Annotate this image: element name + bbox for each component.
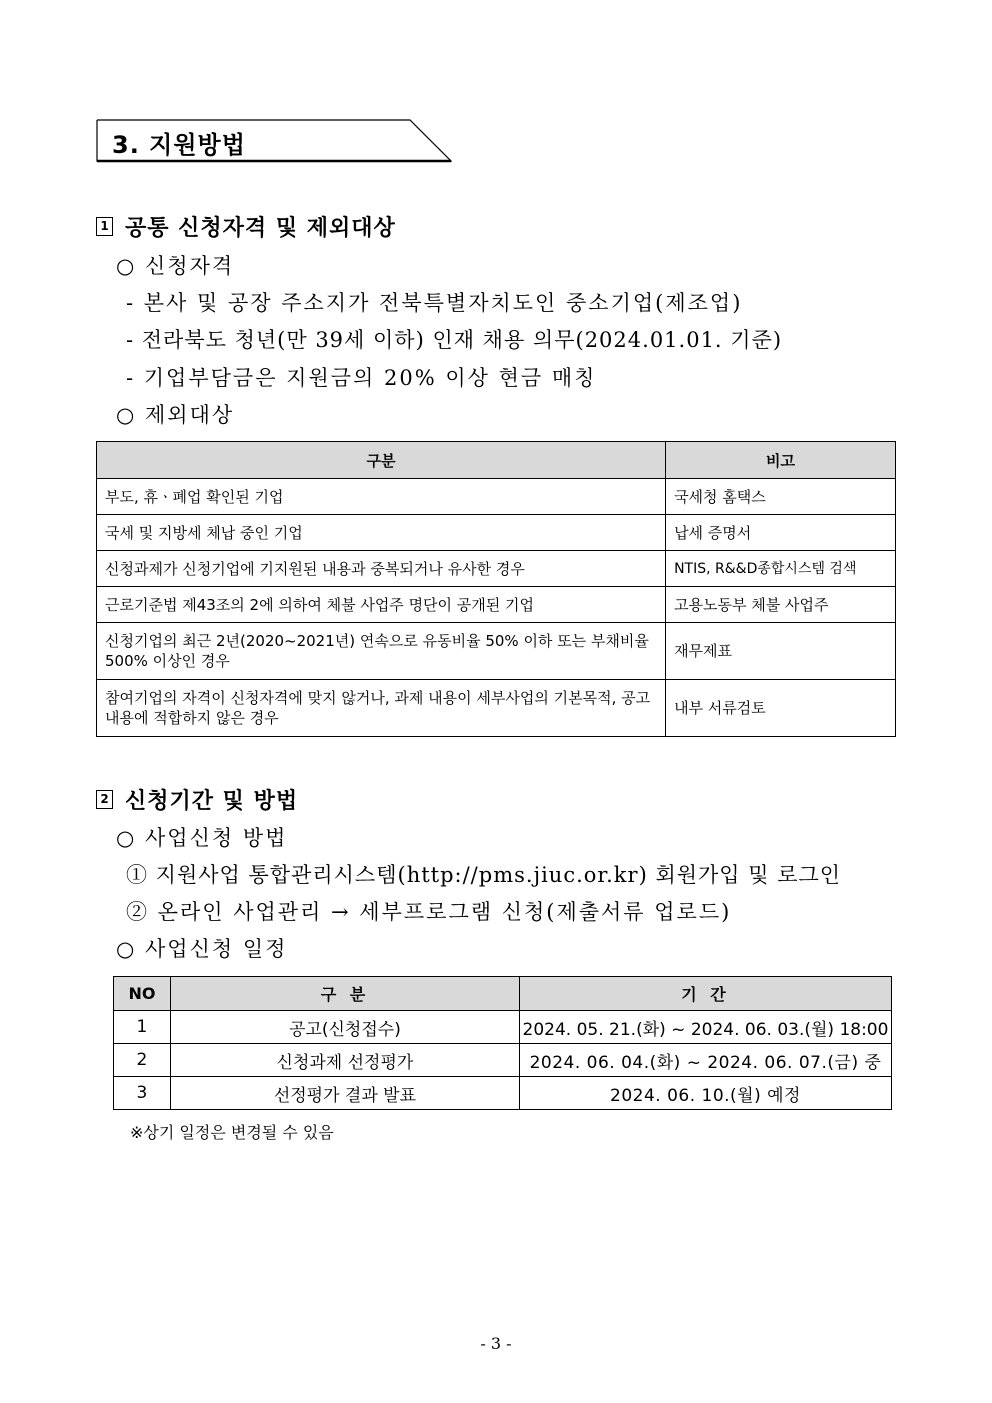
- cell-no: 2: [114, 1044, 171, 1077]
- table-row: [97, 515, 896, 551]
- cell-category: 신청기업의 최근 2년(2020~2021년) 연속으로 유동비율 50% 이하 또는 부채비율 500% 이상인 경우: [97, 623, 666, 680]
- header-remarks: 비고: [666, 442, 896, 479]
- cell-remarks: 내부 서류검토: [666, 680, 896, 737]
- cell-remarks: 납세 증명서: [666, 515, 896, 551]
- cell-category: 공고(신청접수): [170, 1011, 519, 1044]
- cell-category: 근로기준법 제43조의 2에 의하여 체불 사업주 명단이 공개된 기업: [97, 587, 666, 623]
- table-row: [114, 1044, 892, 1077]
- table-row: [114, 1077, 892, 1110]
- cell-category: 국세 및 지방세 체납 중인 기업: [97, 515, 666, 551]
- schedule-table: [113, 976, 892, 1110]
- exclusion-table: [96, 441, 896, 737]
- table-row: [97, 479, 896, 515]
- table-row: [97, 551, 896, 587]
- cell-category: 참여기업의 자격이 신청자격에 맞지 않거나, 과제 내용이 세부사업의 기본목적, 공고내용에 적합하지 않은 경우: [97, 680, 666, 737]
- table-row: [97, 623, 896, 680]
- cell-no: 3: [114, 1077, 171, 1110]
- part2-heading: [96, 784, 298, 815]
- method-item-2: ② 온라인 사업관리 → 세부프로그램 신청(제출서류 업로드): [126, 900, 732, 924]
- part2-title: 신청기간 및 방법: [125, 789, 299, 814]
- cell-category: 신청과제가 신청기업에 기지원된 내용과 중복되거나 유사한 경우: [97, 551, 666, 587]
- table-row: [97, 680, 896, 737]
- cell-category: 부도, 휴ㆍ폐업 확인된 기업: [97, 479, 666, 515]
- section-title: 3. 지원방법: [112, 131, 246, 159]
- header-period: 기 간: [519, 977, 891, 1011]
- table-header-row: [114, 977, 892, 1011]
- schedule-note: ※상기 일정은 변경될 수 있음: [130, 1123, 334, 1142]
- table-header-row: [97, 442, 896, 479]
- header-category: 구분: [97, 442, 666, 479]
- part2-number: 2: [96, 790, 113, 809]
- cell-no: 1: [114, 1011, 171, 1044]
- method-item-1: ① 지원사업 통합관리시스템(http://pms.jiuc.or.kr) 회원가입 및 로그인: [126, 863, 842, 887]
- header-category: 구 분: [170, 977, 519, 1011]
- cell-category: 선정평가 결과 발표: [170, 1077, 519, 1110]
- part1-title: 공통 신청자격 및 제외대상: [125, 216, 396, 241]
- part1-heading: [96, 211, 396, 242]
- cell-period: 2024. 06. 04.(화) ~ 2024. 06. 07.(금) 중: [519, 1044, 891, 1077]
- table-row: [97, 587, 896, 623]
- cell-category: 신청과제 선정평가: [170, 1044, 519, 1077]
- method-label: ○ 사업신청 방법: [116, 826, 288, 850]
- qualification-item-3: - 기업부담금은 지원금의 20% 이상 현금 매칭: [126, 366, 597, 390]
- qualification-item-1: - 본사 및 공장 주소지가 전북특별자치도인 중소기업(제조업): [126, 291, 743, 315]
- header-no: NO: [114, 977, 171, 1011]
- section-header: [96, 119, 452, 163]
- cell-period: 2024. 06. 10.(월) 예정: [519, 1077, 891, 1110]
- schedule-label: ○ 사업신청 일정: [116, 937, 288, 961]
- table-row: [114, 1011, 892, 1044]
- cell-period: 2024. 05. 21.(화) ~ 2024. 06. 03.(월) 18:00: [519, 1011, 891, 1044]
- cell-remarks: NTIS, R&&D종합시스템 검색: [666, 551, 896, 587]
- cell-remarks: 재무제표: [666, 623, 896, 680]
- qualification-label: ○ 신청자격: [116, 254, 235, 278]
- qualification-item-2: - 전라북도 청년(만 39세 이하) 인재 채용 의무(2024.01.01. 기준): [126, 328, 783, 352]
- cell-remarks: 고용노동부 체불 사업주: [666, 587, 896, 623]
- cell-remarks: 국세청 홈택스: [666, 479, 896, 515]
- exclusion-label: ○ 제외대상: [116, 403, 235, 427]
- part1-number: 1: [96, 217, 113, 236]
- page-number: - 3 -: [480, 1334, 512, 1353]
